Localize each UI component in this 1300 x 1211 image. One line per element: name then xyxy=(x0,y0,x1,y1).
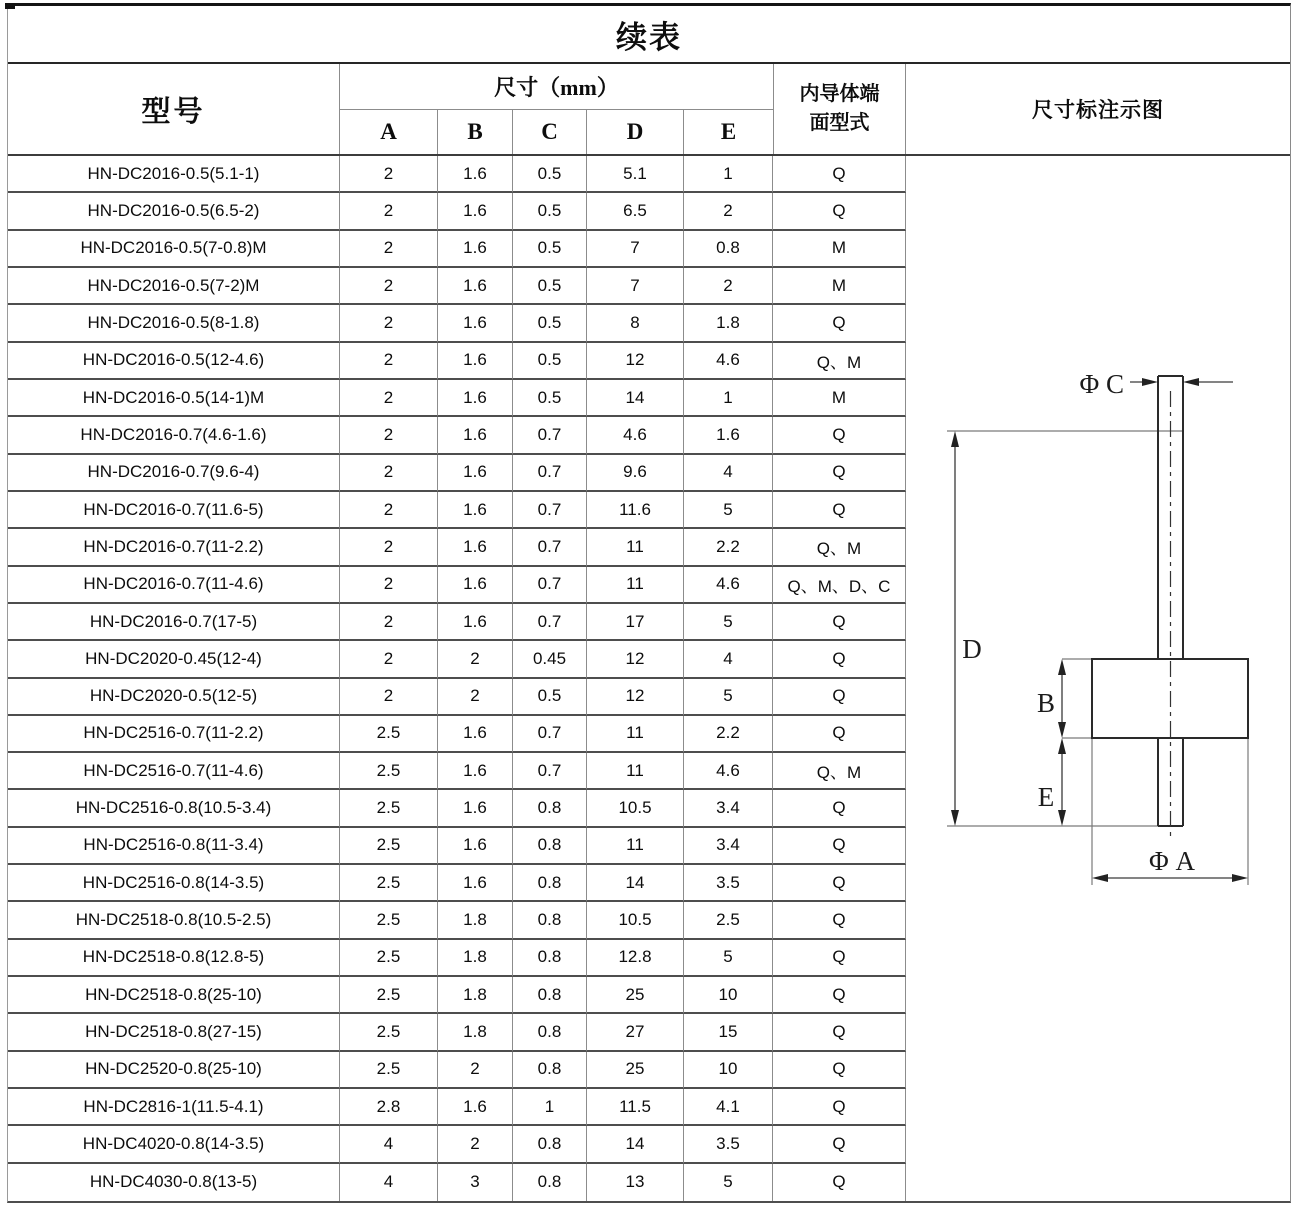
header-col-c: C xyxy=(513,110,587,154)
model-cell: HN-DC2516-0.8(10.5-3.4) xyxy=(8,790,340,827)
dim-cell-a: 2.5 xyxy=(340,940,438,977)
header-endface-line1: 内导体端 xyxy=(799,83,880,105)
dim-cell-a: 4 xyxy=(340,1126,438,1163)
endface-cell: Q xyxy=(773,940,906,977)
dimension-phi-c xyxy=(1080,369,1234,399)
endface-cell: Q xyxy=(773,492,906,529)
dim-cell-b: 3 xyxy=(438,1164,513,1201)
dim-cell-c: 0.8 xyxy=(513,790,587,827)
dim-cell-e: 3.5 xyxy=(684,1126,773,1163)
endface-cell: Q xyxy=(773,716,906,753)
dim-cell-c: 0.5 xyxy=(513,231,587,268)
model-cell: HN-DC2518-0.8(25-10) xyxy=(8,977,340,1014)
dim-cell-b: 1.8 xyxy=(438,1014,513,1051)
dim-cell-e: 10 xyxy=(684,1052,773,1089)
dimension-diagram xyxy=(906,156,1292,1201)
dim-cell-a: 2.5 xyxy=(340,977,438,1014)
dim-cell-d: 14 xyxy=(587,380,684,417)
model-cell: HN-DC2516-0.8(11-3.4) xyxy=(8,828,340,865)
dim-cell-e: 4 xyxy=(684,641,773,678)
dim-cell-c: 0.8 xyxy=(513,828,587,865)
table-title: 续表 xyxy=(8,6,1290,64)
dim-cell-d: 11 xyxy=(587,828,684,865)
dim-cell-e: 4.6 xyxy=(684,343,773,380)
endface-cell: Q xyxy=(773,790,906,827)
dim-cell-a: 2.5 xyxy=(340,753,438,790)
endface-cell: Q xyxy=(773,604,906,641)
dim-cell-e: 5 xyxy=(684,1164,773,1201)
dim-cell-c: 0.7 xyxy=(513,753,587,790)
dim-cell-d: 11.6 xyxy=(587,492,684,529)
header-col-b: B xyxy=(438,110,513,154)
endface-cell: Q xyxy=(773,305,906,342)
model-cell: HN-DC2816-1(11.5-4.1) xyxy=(8,1089,340,1126)
dim-cell-c: 0.5 xyxy=(513,380,587,417)
endface-cell: Q xyxy=(773,1126,906,1163)
dim-cell-e: 4.6 xyxy=(684,567,773,604)
dim-cell-b: 2 xyxy=(438,641,513,678)
header-diagram-title: 尺寸标注示图 xyxy=(1032,99,1164,122)
model-cell: HN-DC2016-0.7(9.6-4) xyxy=(8,455,340,492)
dim-cell-c: 0.7 xyxy=(513,492,587,529)
header-col-a: A xyxy=(340,110,438,154)
endface-cell: Q xyxy=(773,902,906,939)
model-cell: HN-DC2518-0.8(10.5-2.5) xyxy=(8,902,340,939)
dim-cell-e: 10 xyxy=(684,977,773,1014)
dim-cell-d: 12 xyxy=(587,641,684,678)
dim-cell-b: 1.6 xyxy=(438,305,513,342)
dim-cell-c: 0.8 xyxy=(513,902,587,939)
dim-cell-c: 0.5 xyxy=(513,193,587,230)
dim-cell-d: 17 xyxy=(587,604,684,641)
dim-cell-d: 12.8 xyxy=(587,940,684,977)
label-phi-a: Φ A xyxy=(1149,846,1195,876)
dim-cell-c: 0.8 xyxy=(513,1052,587,1089)
dim-cell-c: 0.7 xyxy=(513,604,587,641)
dim-cell-e: 1 xyxy=(684,380,773,417)
dim-cell-e: 3.4 xyxy=(684,790,773,827)
dim-cell-a: 2.5 xyxy=(340,902,438,939)
dim-cell-a: 2 xyxy=(340,641,438,678)
dim-cell-b: 2 xyxy=(438,1052,513,1089)
dim-cell-c: 0.5 xyxy=(513,156,587,193)
model-cell: HN-DC2020-0.5(12-5) xyxy=(8,679,340,716)
dim-cell-b: 1.6 xyxy=(438,828,513,865)
dim-cell-c: 0.8 xyxy=(513,1164,587,1201)
dim-cell-a: 2 xyxy=(340,380,438,417)
model-cell: HN-DC2016-0.5(14-1)M xyxy=(8,380,340,417)
dim-cell-b: 1.8 xyxy=(438,977,513,1014)
dim-cell-e: 3.4 xyxy=(684,828,773,865)
dimension-b xyxy=(1037,659,1066,738)
dim-cell-d: 10.5 xyxy=(587,902,684,939)
table-body xyxy=(8,156,1290,1201)
model-cell: HN-DC2016-0.5(7-0.8)M xyxy=(8,231,340,268)
dim-cell-d: 11.5 xyxy=(587,1089,684,1126)
dim-cell-a: 2.5 xyxy=(340,865,438,902)
dim-cell-d: 9.6 xyxy=(587,455,684,492)
dim-cell-b: 1.6 xyxy=(438,193,513,230)
dim-cell-d: 12 xyxy=(587,679,684,716)
dim-cell-a: 2 xyxy=(340,492,438,529)
dim-cell-d: 8 xyxy=(587,305,684,342)
dim-cell-e: 1 xyxy=(684,156,773,193)
dim-cell-a: 2 xyxy=(340,156,438,193)
dim-cell-d: 12 xyxy=(587,343,684,380)
dim-cell-d: 7 xyxy=(587,268,684,305)
dim-cell-c: 0.8 xyxy=(513,940,587,977)
dim-cell-a: 2.5 xyxy=(340,1014,438,1051)
label-d: D xyxy=(962,634,982,664)
dim-cell-d: 7 xyxy=(587,231,684,268)
dim-cell-b: 1.6 xyxy=(438,231,513,268)
dim-cell-d: 11 xyxy=(587,716,684,753)
dim-cell-a: 2 xyxy=(340,305,438,342)
dim-cell-d: 4.6 xyxy=(587,417,684,454)
dim-cell-c: 1 xyxy=(513,1089,587,1126)
dim-cell-b: 1.6 xyxy=(438,604,513,641)
endface-cell: Q xyxy=(773,1089,906,1126)
dim-cell-d: 5.1 xyxy=(587,156,684,193)
dim-cell-a: 2 xyxy=(340,455,438,492)
label-e: E xyxy=(1037,782,1055,812)
model-cell: HN-DC2516-0.7(11-2.2) xyxy=(8,716,340,753)
dim-cell-a: 2 xyxy=(340,343,438,380)
endface-cell: M xyxy=(773,380,906,417)
dim-cell-d: 14 xyxy=(587,865,684,902)
dim-cell-b: 1.6 xyxy=(438,268,513,305)
dim-cell-e: 1.8 xyxy=(684,305,773,342)
dim-cell-b: 1.6 xyxy=(438,455,513,492)
endface-cell: Q xyxy=(773,417,906,454)
header-endface-type xyxy=(773,64,906,154)
endface-cell: Q xyxy=(773,828,906,865)
dim-cell-d: 11 xyxy=(587,567,684,604)
endface-cell: Q、M xyxy=(773,753,906,790)
dim-cell-b: 2 xyxy=(438,1126,513,1163)
dim-cell-e: 5 xyxy=(684,492,773,529)
dim-cell-e: 2.2 xyxy=(684,529,773,566)
model-cell: HN-DC2016-0.5(7-2)M xyxy=(8,268,340,305)
endface-cell: Q xyxy=(773,641,906,678)
dim-cell-d: 27 xyxy=(587,1014,684,1051)
model-cell: HN-DC2516-0.8(14-3.5) xyxy=(8,865,340,902)
dim-cell-c: 0.7 xyxy=(513,567,587,604)
dim-cell-e: 5 xyxy=(684,940,773,977)
model-cell: HN-DC2016-0.5(12-4.6) xyxy=(8,343,340,380)
model-cell: HN-DC4030-0.8(13-5) xyxy=(8,1164,340,1201)
dim-cell-a: 2 xyxy=(340,604,438,641)
model-cell: HN-DC2016-0.5(6.5-2) xyxy=(8,193,340,230)
dim-cell-a: 2.5 xyxy=(340,828,438,865)
table-header xyxy=(8,64,1290,156)
dim-cell-b: 1.6 xyxy=(438,380,513,417)
dim-cell-b: 1.6 xyxy=(438,865,513,902)
dim-cell-c: 0.8 xyxy=(513,1014,587,1051)
dim-cell-a: 2.8 xyxy=(340,1089,438,1126)
endface-cell: Q xyxy=(773,1052,906,1089)
dim-cell-b: 1.6 xyxy=(438,343,513,380)
dim-cell-c: 0.7 xyxy=(513,455,587,492)
endface-cell: Q xyxy=(773,1164,906,1201)
endface-cell: Q xyxy=(773,193,906,230)
dimension-diagram-cell xyxy=(906,156,1290,1201)
dim-cell-c: 0.45 xyxy=(513,641,587,678)
dim-cell-e: 2.5 xyxy=(684,902,773,939)
dim-cell-a: 2 xyxy=(340,679,438,716)
dim-cell-b: 1.6 xyxy=(438,716,513,753)
dim-cell-b: 1.6 xyxy=(438,567,513,604)
dim-cell-a: 4 xyxy=(340,1164,438,1201)
model-cell: HN-DC2016-0.7(17-5) xyxy=(8,604,340,641)
table-body-grid xyxy=(8,156,906,1201)
endface-cell: Q xyxy=(773,156,906,193)
model-cell: HN-DC2016-0.5(5.1-1) xyxy=(8,156,340,193)
dim-cell-e: 15 xyxy=(684,1014,773,1051)
dim-cell-b: 1.6 xyxy=(438,492,513,529)
endface-cell: Q、M、D、C xyxy=(773,567,906,604)
dim-cell-e: 3.5 xyxy=(684,865,773,902)
header-endface-line2: 面型式 xyxy=(809,112,870,134)
dim-cell-e: 5 xyxy=(684,604,773,641)
dim-cell-e: 5 xyxy=(684,679,773,716)
dim-cell-c: 0.7 xyxy=(513,716,587,753)
dimension-phi-a xyxy=(1092,846,1248,882)
corner-handle-mark xyxy=(5,3,15,9)
dim-cell-a: 2.5 xyxy=(340,790,438,827)
dim-cell-c: 0.5 xyxy=(513,679,587,716)
dim-cell-a: 2 xyxy=(340,529,438,566)
dim-cell-e: 1.6 xyxy=(684,417,773,454)
dim-cell-b: 2 xyxy=(438,679,513,716)
dim-cell-d: 14 xyxy=(587,1126,684,1163)
dim-cell-a: 2.5 xyxy=(340,1052,438,1089)
dim-cell-d: 10.5 xyxy=(587,790,684,827)
dim-cell-b: 1.6 xyxy=(438,417,513,454)
model-cell: HN-DC2020-0.45(12-4) xyxy=(8,641,340,678)
spec-table xyxy=(7,3,1291,1203)
label-phi-c: Φ C xyxy=(1079,369,1124,399)
dim-cell-b: 1.6 xyxy=(438,156,513,193)
header-model: 型号 xyxy=(8,64,340,154)
model-cell: HN-DC2518-0.8(27-15) xyxy=(8,1014,340,1051)
model-cell: HN-DC2016-0.7(11-2.2) xyxy=(8,529,340,566)
dim-cell-a: 2 xyxy=(340,567,438,604)
dim-cell-d: 25 xyxy=(587,977,684,1014)
dim-cell-d: 13 xyxy=(587,1164,684,1201)
dim-cell-a: 2 xyxy=(340,417,438,454)
endface-cell: Q、M xyxy=(773,529,906,566)
header-dimensions-group: 尺寸（mm） xyxy=(340,64,773,110)
dim-cell-a: 2 xyxy=(340,193,438,230)
dim-cell-c: 0.8 xyxy=(513,1126,587,1163)
endface-cell: Q xyxy=(773,1014,906,1051)
dim-cell-a: 2 xyxy=(340,268,438,305)
dim-cell-b: 1.6 xyxy=(438,1089,513,1126)
dim-cell-e: 0.8 xyxy=(684,231,773,268)
dim-cell-c: 0.5 xyxy=(513,268,587,305)
endface-cell: Q xyxy=(773,977,906,1014)
dim-cell-c: 0.5 xyxy=(513,305,587,342)
dimension-e xyxy=(1038,738,1066,826)
dim-cell-d: 11 xyxy=(587,753,684,790)
dimension-d xyxy=(951,431,982,826)
header-col-e: E xyxy=(720,119,737,144)
dim-cell-d: 25 xyxy=(587,1052,684,1089)
dim-cell-c: 0.8 xyxy=(513,977,587,1014)
endface-cell: Q xyxy=(773,679,906,716)
dim-cell-c: 0.7 xyxy=(513,417,587,454)
dim-cell-c: 0.7 xyxy=(513,529,587,566)
endface-cell: Q xyxy=(773,865,906,902)
model-cell: HN-DC2016-0.7(11-4.6) xyxy=(8,567,340,604)
dim-cell-e: 4.1 xyxy=(684,1089,773,1126)
endface-cell: M xyxy=(773,231,906,268)
dim-cell-c: 0.8 xyxy=(513,865,587,902)
dim-cell-e: 2.2 xyxy=(684,716,773,753)
dim-cell-a: 2.5 xyxy=(340,716,438,753)
dim-cell-b: 1.8 xyxy=(438,940,513,977)
model-cell: HN-DC2520-0.8(25-10) xyxy=(8,1052,340,1089)
model-cell: HN-DC4020-0.8(14-3.5) xyxy=(8,1126,340,1163)
dim-cell-e: 2 xyxy=(684,193,773,230)
dim-cell-b: 1.6 xyxy=(438,790,513,827)
dim-cell-a: 2 xyxy=(340,231,438,268)
dim-cell-b: 1.8 xyxy=(438,902,513,939)
dim-cell-b: 1.6 xyxy=(438,529,513,566)
dim-cell-b: 1.6 xyxy=(438,753,513,790)
dim-cell-e: 4.6 xyxy=(684,753,773,790)
model-cell: HN-DC2516-0.7(11-4.6) xyxy=(8,753,340,790)
endface-cell: Q xyxy=(773,455,906,492)
model-cell: HN-DC2016-0.7(4.6-1.6) xyxy=(8,417,340,454)
dim-cell-c: 0.5 xyxy=(513,343,587,380)
model-cell: HN-DC2016-0.5(8-1.8) xyxy=(8,305,340,342)
model-cell: HN-DC2518-0.8(12.8-5) xyxy=(8,940,340,977)
model-cell: HN-DC2016-0.7(11.6-5) xyxy=(8,492,340,529)
dim-cell-d: 11 xyxy=(587,529,684,566)
dim-cell-e: 4 xyxy=(684,455,773,492)
endface-cell: Q、M xyxy=(773,343,906,380)
endface-cell: M xyxy=(773,268,906,305)
dim-cell-d: 6.5 xyxy=(587,193,684,230)
dim-cell-e: 2 xyxy=(684,268,773,305)
label-b: B xyxy=(1036,688,1056,718)
header-col-d: D xyxy=(587,110,684,154)
